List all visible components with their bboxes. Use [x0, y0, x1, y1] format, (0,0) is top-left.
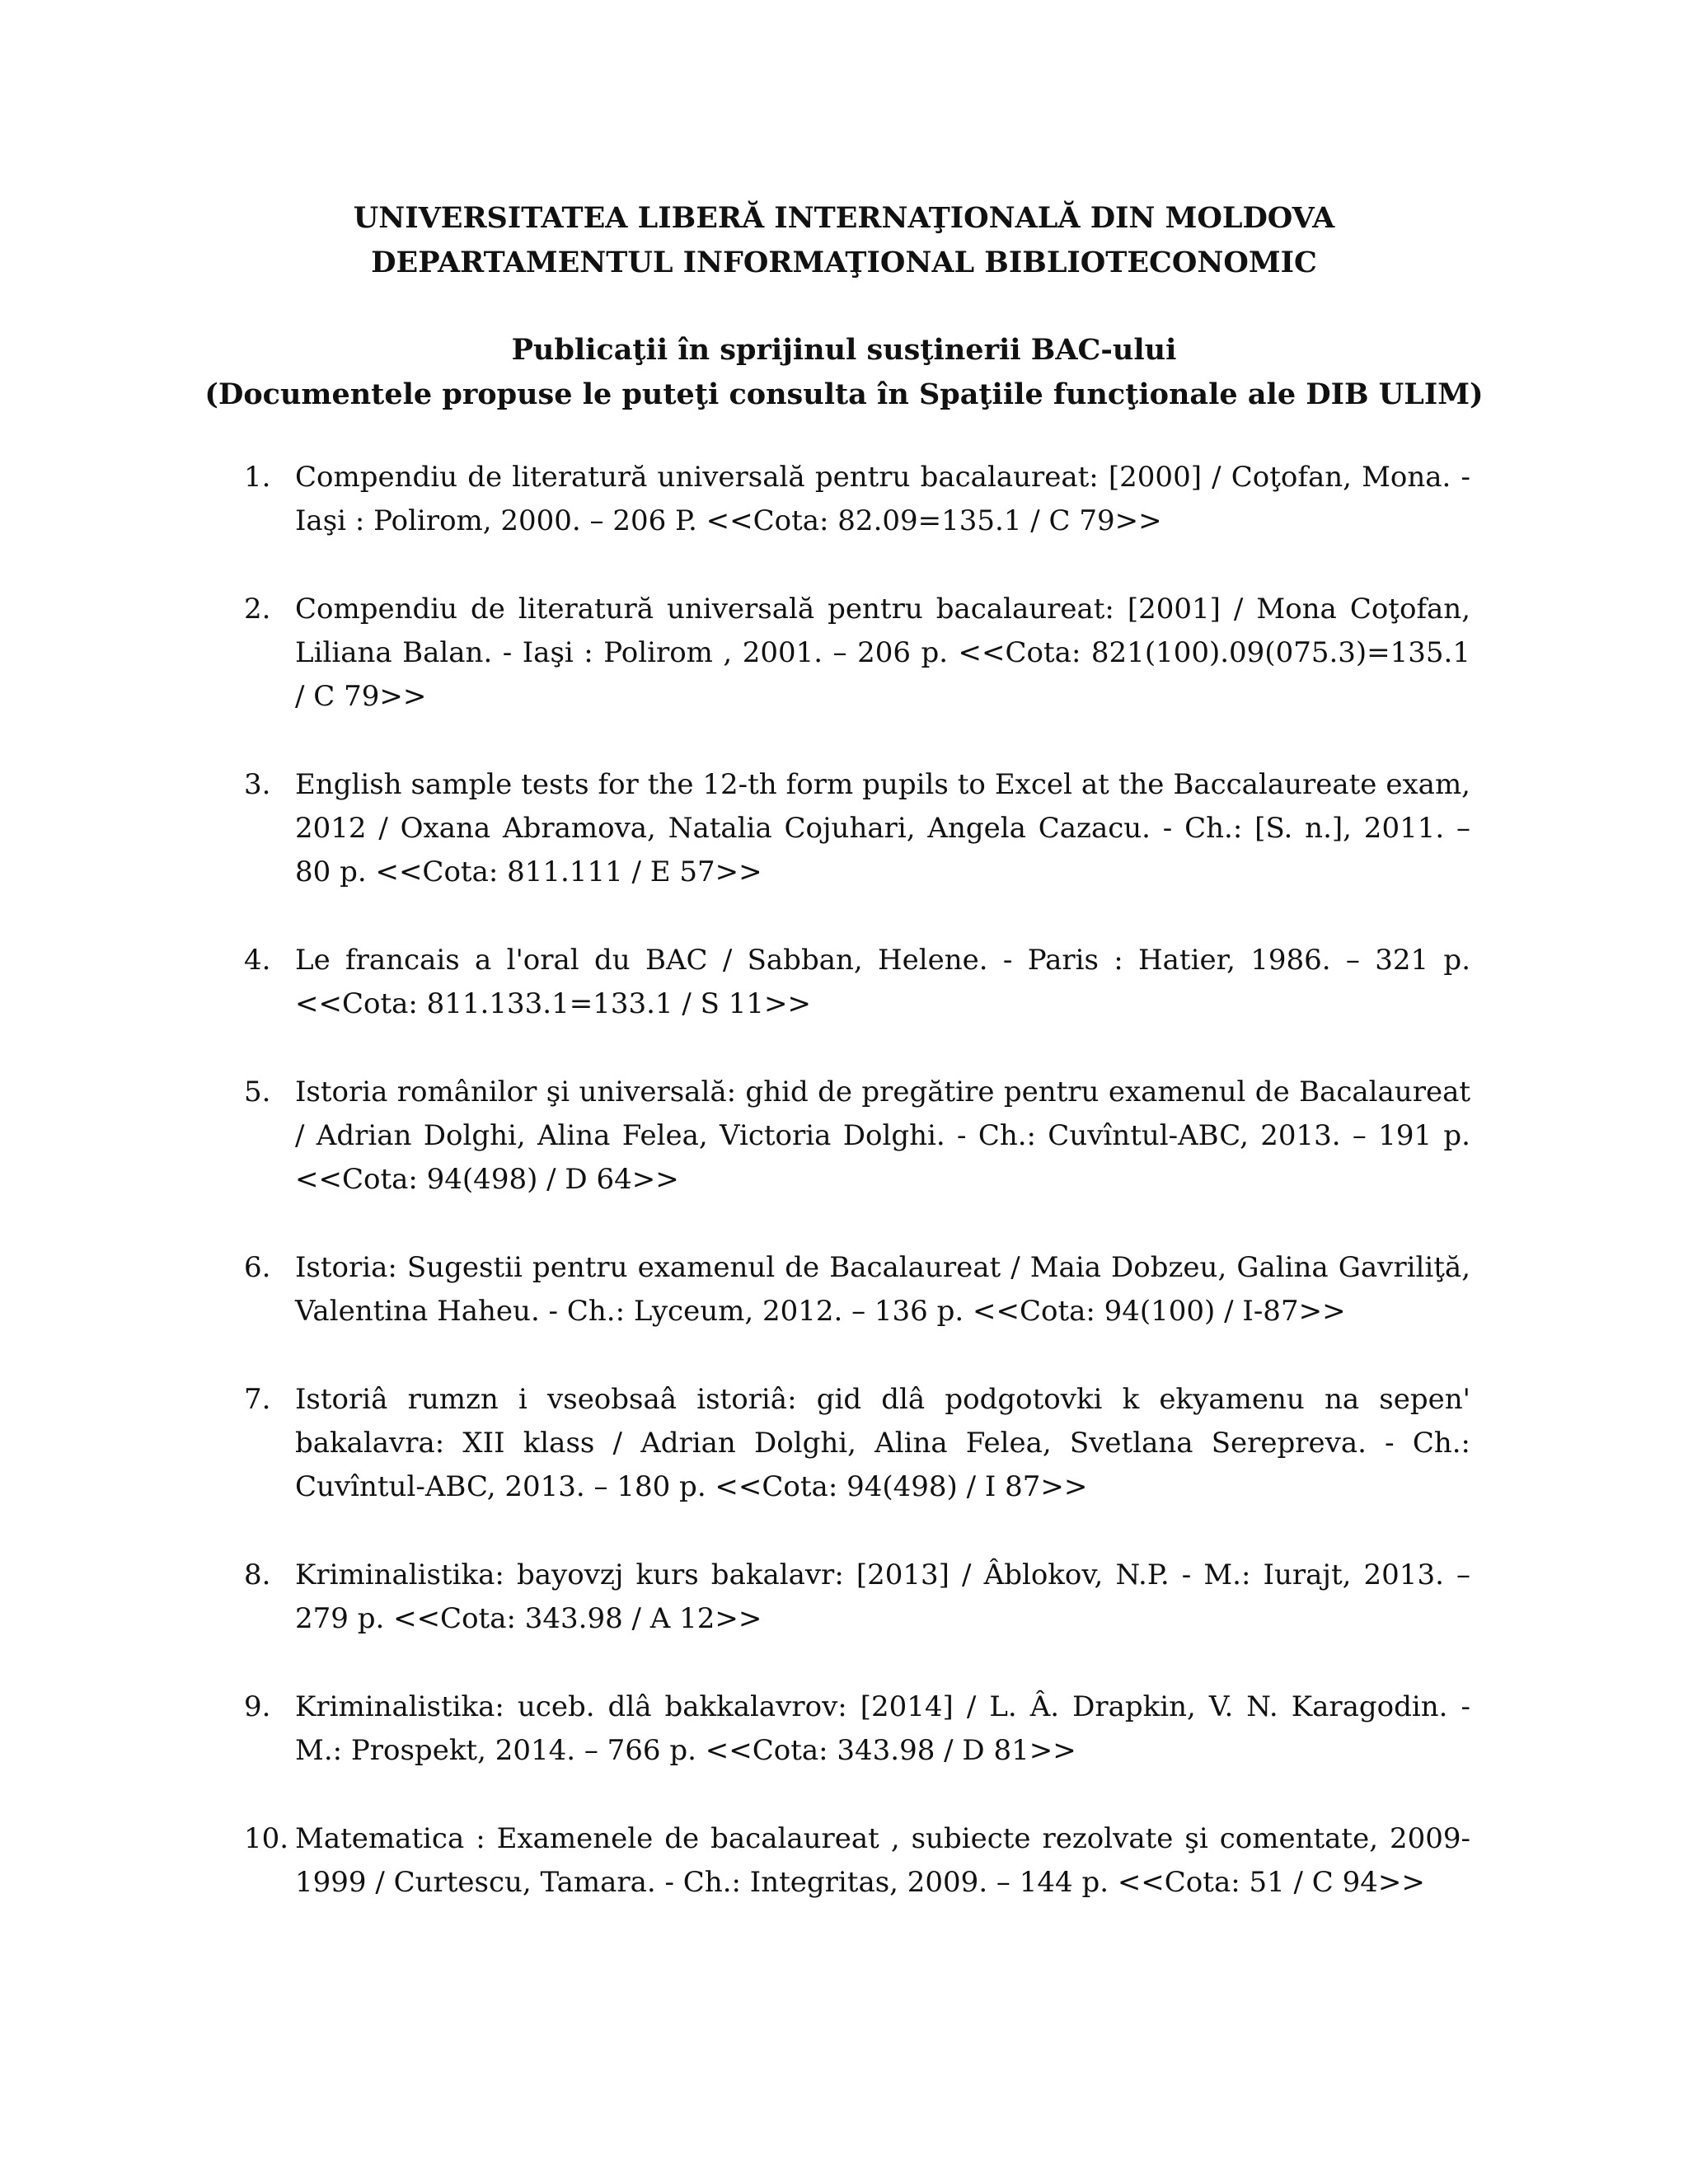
list-item	[244, 1246, 1470, 1333]
list-item-number: 10.	[244, 1822, 289, 1855]
document-subtitle: (Documentele propuse le puteţi consulta în Spaţiile funcţionale ale DIB ULIM)	[204, 377, 1484, 411]
list-item-text: Istoria: Sugestii pentru examenul de Bacalaureat / Maia Dobzeu, Galina Gavriliţă, Valentina Haheu. - Ch.: Lyceum, 2012. – 136 p. <<Cota: 94(100) / I-87>>	[295, 1251, 1470, 1328]
document-title: Publicaţii în sprijinul susţinerii BAC-ului	[511, 333, 1177, 367]
document-header	[0, 196, 1688, 417]
list-item-text: Kriminalistika: uceb. dlâ bakkalavrov: [2014] / L. Â. Drapkin, V. N. Karagodin. - M.: Prospekt, 2014. – 766 p. <<Cota: 343.98 / D 81>>	[295, 1690, 1470, 1767]
list-item-text: Istoria românilor şi universală: ghid de pregătire pentru examenul de Bacalaureat / Adrian Dolghi, Alina Felea, Victoria Dolghi. - Ch.: Cuvîntul-ABC, 2013. – 191 p. <<Cota: 94(498) / D 64>>	[295, 1076, 1470, 1196]
list-item-number: 5.	[244, 1076, 271, 1108]
list-item-text: Matematica : Examenele de bacalaureat , subiecte rezolvate şi comentate, 2009-1999 / Curtescu, Tamara. - Ch.: Integritas, 2009. – 144 p. <<Cota: 51 / C 94>>	[295, 1822, 1470, 1899]
list-item-text: Istoriâ rumzn i vseobsaâ istoriâ: gid dlâ podgotovki k ekyamenu na sepen' bakalavra: XII klass / Adrian Dolghi, Alina Felea, Svetlana Serepreva. - Ch.: Cuvîntul-ABC, 2013. – 180 p. <<Cota: 94(498) / I 87>>	[295, 1383, 1470, 1503]
list-item	[244, 939, 1470, 1026]
list-item-number: 6.	[244, 1251, 271, 1284]
list-item-number: 8.	[244, 1558, 271, 1591]
list-item	[244, 763, 1470, 894]
list-item-text: English sample tests for the 12-th form pupils to Excel at the Baccalaureate exam, 2012 / Oxana Abramova, Natalia Cojuhari, Angela Cazacu. - Ch.: [S. n.], 2011. – 80 p. <<Cota: 811.111 / E 57>>	[295, 768, 1470, 888]
list-item	[244, 1378, 1470, 1509]
list-item-number: 4.	[244, 944, 271, 977]
list-item	[244, 1071, 1470, 1202]
list-item	[244, 588, 1470, 719]
list-item-number: 2.	[244, 593, 271, 626]
list-item-number: 1.	[244, 461, 271, 494]
university-name: UNIVERSITATEA LIBERĂ INTERNAŢIONALĂ DIN MOLDOVA	[353, 201, 1335, 235]
list-item-number: 9.	[244, 1690, 271, 1723]
list-item	[244, 1817, 1470, 1905]
list-item-number: 7.	[244, 1383, 271, 1416]
list-item-text: Compendiu de literatură universală pentru bacalaureat: [2000] / Coţofan, Mona. - Iaşi : Polirom, 2000. – 206 P. <<Cota: 82.09=135.1 / C 79>>	[295, 461, 1470, 537]
list-item-text: Le francais a l'oral du BAC / Sabban, Helene. - Paris : Hatier, 1986. – 321 p. <<Cota: 811.133.1=133.1 / S 11>>	[295, 944, 1470, 1020]
header-spacer	[0, 285, 1688, 328]
list-item	[244, 1685, 1470, 1773]
list-item	[244, 456, 1470, 543]
publication-list	[244, 456, 1470, 1949]
department-name: DEPARTAMENTUL INFORMAŢIONAL BIBLIOTECONOMIC	[371, 246, 1317, 279]
list-item-text: Kriminalistika: bayovzj kurs bakalavr: [2013] / Âblokov, N.P. - M.: Iurajt, 2013. – 279 p. <<Cota: 343.98 / A 12>>	[295, 1558, 1470, 1635]
list-item	[244, 1554, 1470, 1641]
list-item-text: Compendiu de literatură universală pentru bacalaureat: [2001] / Mona Coţofan, Liliana Balan. - Iaşi : Polirom , 2001. – 206 p. <<Cota: 821(100).09(075.3)=135.1 / C 79>>	[295, 593, 1470, 713]
list-item-number: 3.	[244, 768, 271, 801]
